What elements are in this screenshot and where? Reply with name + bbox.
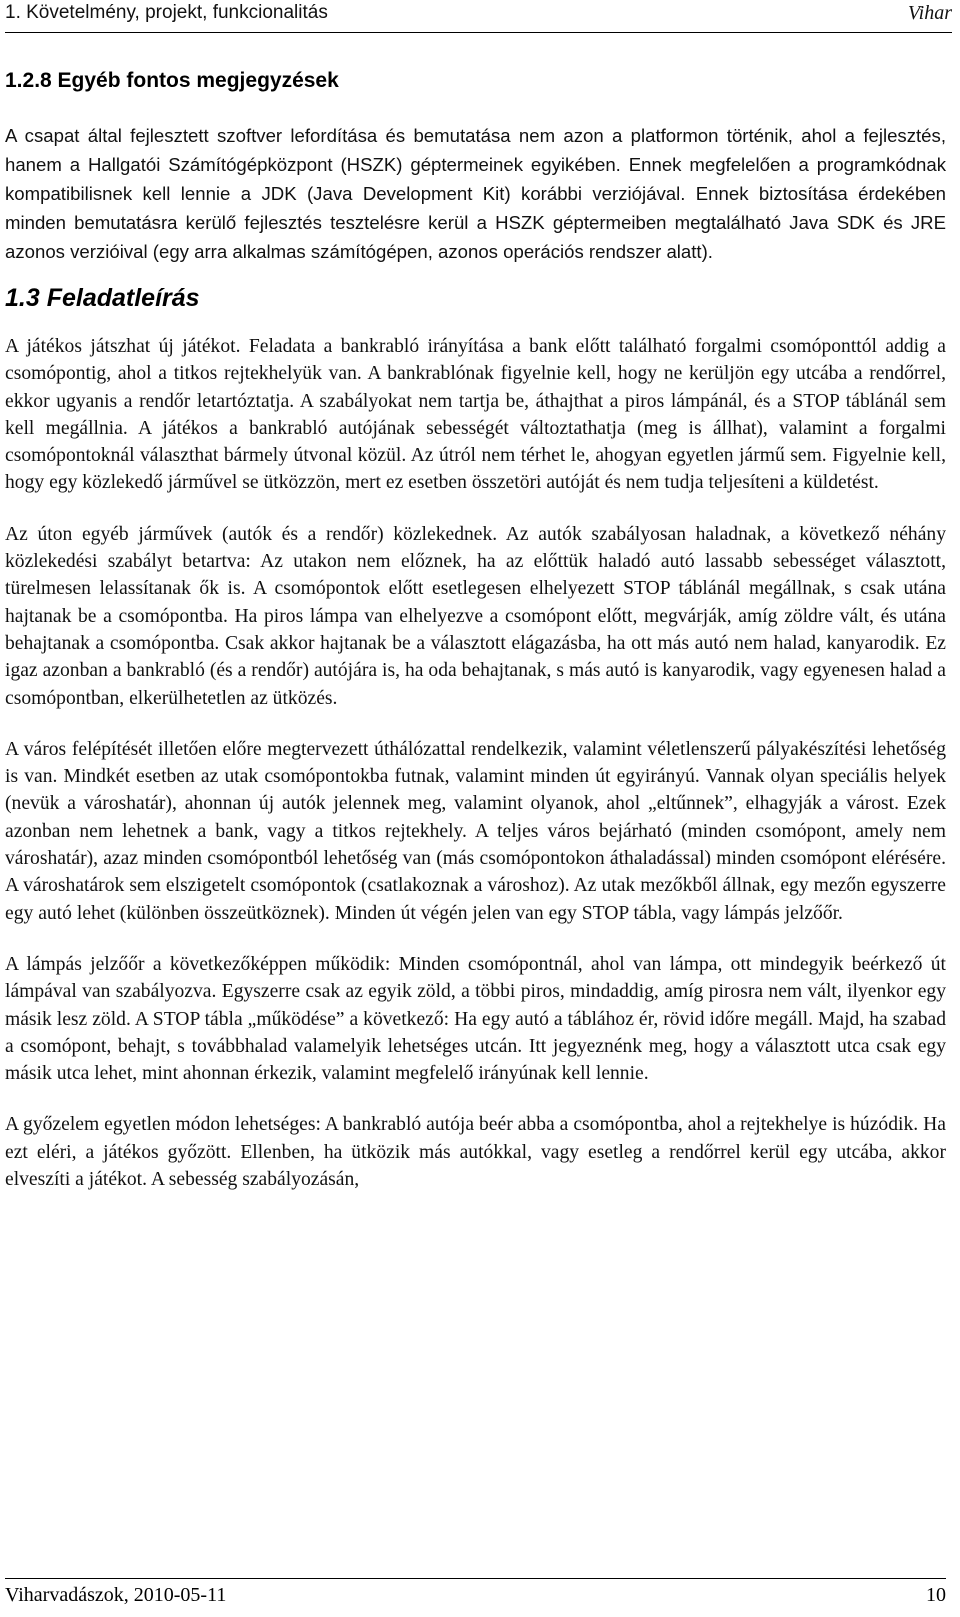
team-name: Vihar <box>907 2 952 24</box>
paragraph-city: A város felépítését illetően előre megtervezett úthálózattal rendelkezik, valamint véletlenszerű pályakészítési lehetőség is van. Mindkét esetben az utak csomópontokba futnak, valamint minden út egyirányú. Vannak olyan speciális helyek (nevük a városhatár), ahonnan új autók jelennek meg, valamint olyanok, ahol „eltűnnek”, elhagyják a várost. Ezek azonban nem lehetnek a bank, vagy a titkos rejtekhely. A teljes város bejárható (minden csomópont, amely nem városhatár), azaz minden csomópontból lehetőség van (más csomópontokon áthaladással) minden csomópont elérésére. A városhatárok sem elszigetelt csomópontok (csatlakoznak a városhoz). Az utak mezőkből állnak, egy mezőn egyszerre egy autó lehet (különben összeütköznek). Minden út végén jelen van egy STOP tábla, vagy lámpás jelzőőr. <box>5 738 946 924</box>
document-body <box>5 68 946 1206</box>
paragraph-platform-note: A csapat által fejlesztett szoftver lefordítása és bemutatása nem azon a platformon történik, ahol a fejlesztés, hanem a Hallgatói Számítógépközpont (HSZK) géptermeinek egyikében. Ennek megfelelően a programkódnak kompatibilisnek kell lennie a JDK (Java Development Kit) korábbi verziójával. Ennek biztosítása érdekében minden bemutatásra kerülő fejlesztés tesztelésre kerül a HSZK géptermeiben megtalálható Java SDK és JRE azonos verzióival (egy arra alkalmas számítógépen, azonos operációs rendszer alatt). <box>5 125 946 262</box>
section-heading-1-3: 1.3 Feladatleírás <box>5 284 200 312</box>
footer-team-date: Viharvadászok, 2010-05-11 <box>5 1584 227 1606</box>
section-heading-1-2-8: 1.2.8 Egyéb fontos megjegyzések <box>5 69 339 92</box>
running-header <box>5 2 952 33</box>
paragraph-traffic: Az úton egyéb járművek (autók és a rendőr) közlekednek. Az autók szabályosan haladnak, a következő néhány közlekedési szabályt betartva: Az utakon nem előznek, ha az előttük haladó autó lassabb sebességet választott, türelmesen lelassítanak ők is. A csomópontok előtt esetlegesen elhelyezett STOP táblánál megállnak, s csak utána hajtanak be a csomópontba. Ha piros lámpa van elhelyezve a csomópont előtt, megvárják, amíg zöldre vált, és utána behajtanak a csomópontba. Csak akkor hajtanak be a választott elágazásba, ha ott más autó nem halad, kanyarodik. Ez igaz azonban a bankrabló (és a rendőr) autójára is, ha oda behajtanak, s más autó is kanyarodik, vagy egyenesen halad a csomópontban, elkerülhetetlen az ütközés. <box>5 523 946 709</box>
running-footer <box>5 1578 946 1613</box>
chapter-title: 1. Követelmény, projekt, funkcionalitás <box>5 2 328 23</box>
paragraph-player: A játékos játszhat új játékot. Feladata a bankrabló irányítása a bank előtt található forgalmi csomóponttól addig a csomópontig, ahol a titkos rejtekhelyük van. A bankrablónak figyelnie kell, hogy ne kerüljön egy utcába a rendőrrel, ekkor ugyanis a rendőr letartóztatja. A szabályokat nem tartja be, áthajthat a piros lámpánál, és a STOP táblánál sem kell megállnia. A játékos a bankrabló autójának sebességét változtathatja (meg is állhat), valamint a forgalmi csomópontoknál választhat bármely útvonal közül. Az útról nem térhet le, ahogyan egyetlen jármű sem. Figyelnie kell, hogy egy közlekedő járművel se ütközzön, mert ez esetben összetöri autóját és nem tudja teljesíteni a küldetést. <box>5 336 946 494</box>
paragraph-victory: A győzelem egyetlen módon lehetséges: A bankrabló autója beér abba a csomópontba, ahol a rejtekhelye is húzódik. Ha ezt eléri, a játékos győzött. Ellenben, ha ütközik más autókkal, vagy esetleg a rendőrrel kerül egy utcába, akkor elveszíti a játékot. A sebesség szabályozásán, <box>5 1114 946 1191</box>
paragraph-lights: A lámpás jelzőőr a következőképpen működik: Minden csomópontnál, ahol van lámpa, ott mindegyik beérkező út lámpával van szabályozva. Egyszerre csak az egyik zöld, a többi piros, mindaddig, amíg pirosra nem vált, ilyenkor egy másik lesz zöld. A STOP tábla „működése” a következő: Ha egy autó a táblához ér, rövid időre megáll. Majd, ha szabad a csomópont, behajt, s továbbhalad valamelyik lehetséges utcán. Itt jegyeznénk meg, hogy a választott utca csak egy másik utca lehet, mint ahonnan érkezik, valamint megfelelő irányúnak kell lennie. <box>5 953 946 1085</box>
page-number: 10 <box>926 1584 946 1606</box>
